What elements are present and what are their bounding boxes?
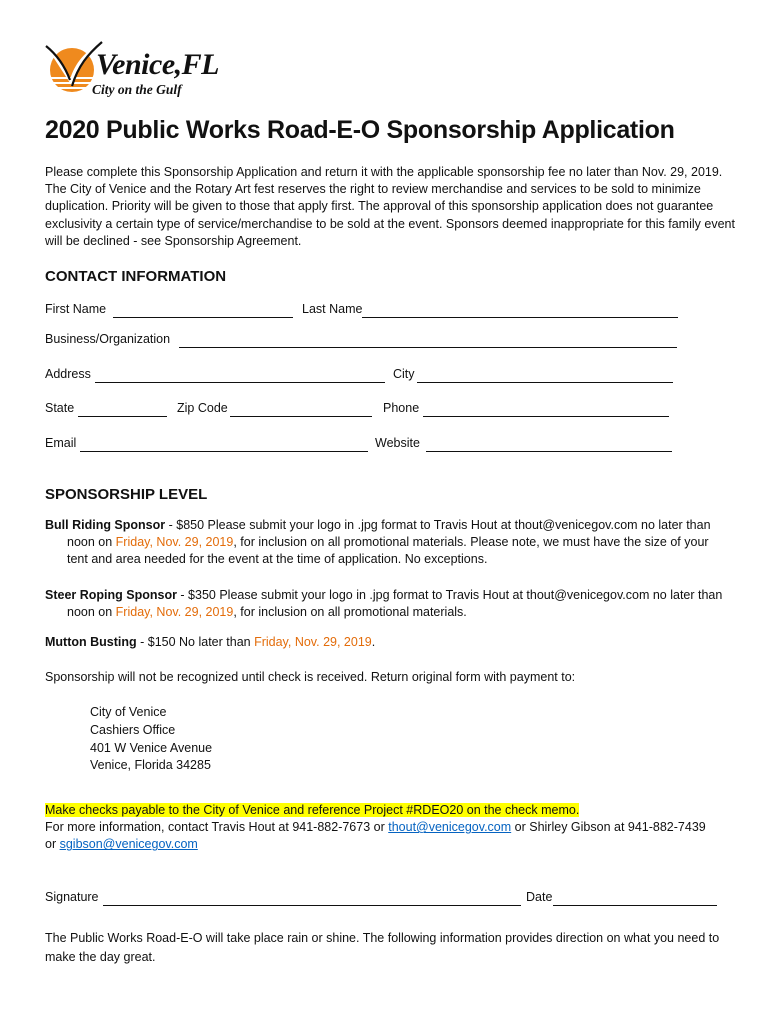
address-label: Address xyxy=(45,367,91,381)
bull-riding-sponsor: Bull Riding Sponsor - $850 Please submit your logo in .jpg format to Travis Hout at thout@venicegov.com no later than noon on Friday, Nov. 29, 2019, for inclusion on all promotional materials. Please note, we must have the size of your tent and area needed for the event at the time of application. No exceptions. xyxy=(45,518,711,567)
zip-label: Zip Code xyxy=(177,401,228,415)
steer-roping-title: Steer Roping Sponsor xyxy=(45,588,177,602)
phone-label: Phone xyxy=(383,401,420,415)
state-label: State xyxy=(45,401,75,415)
business-label: Business/Organization xyxy=(45,332,171,346)
signature-label: Signature xyxy=(45,890,99,904)
page-title: 2020 Public Works Road-E-O Sponsorship Application xyxy=(45,116,675,144)
city-label: City xyxy=(393,367,415,381)
sgibson-email-link[interactable]: sgibson@venicegov.com xyxy=(59,837,198,852)
website-field[interactable] xyxy=(426,450,672,452)
venice-logo xyxy=(42,40,219,102)
date-field[interactable] xyxy=(553,904,717,906)
address-field[interactable] xyxy=(95,381,385,383)
steer-deadline-date: Friday, Nov. 29, 2019 xyxy=(115,605,234,620)
logo-tagline: City on the Gulf xyxy=(92,82,182,97)
date-label: Date xyxy=(526,890,553,904)
business-field[interactable] xyxy=(179,346,677,348)
signature-field[interactable] xyxy=(103,904,521,906)
sponsorship-heading: SPONSORSHIP LEVEL xyxy=(45,486,208,503)
payment-info: Make checks payable to the City of Venice and reference Project #RDEO20 on the check memo. For more information, contact Travis Hout at 941-882-7673 or thout@venicegov.com or Shirley Gibson at 941-882-7439 or sgibson@venicegov.com xyxy=(45,803,706,852)
email-field[interactable] xyxy=(80,450,368,452)
thout-email-link[interactable]: thout@venicegov.com xyxy=(388,820,512,835)
mutton-busting-title: Mutton Busting xyxy=(45,635,137,649)
zip-field[interactable] xyxy=(230,415,372,417)
email-label: Email xyxy=(45,436,77,450)
contact-heading: CONTACT INFORMATION xyxy=(45,268,227,285)
closing-paragraph: The Public Works Road-E-O will take place rain or shine. The following information provides direction on what you need to make the day great. xyxy=(45,931,720,964)
sponsorship-note: Sponsorship will not be recognized until check is received. Return original form with payment to: xyxy=(45,670,576,684)
mutton-deadline-date: Friday, Nov. 29, 2019 xyxy=(254,635,372,649)
intro-paragraph: Please complete this Sponsorship Application and return it with the applicable sponsorship fee no later than Nov. 29, 2019. The City of Venice and the Rotary Art fest reserves the right to review merchandise and services to be sold to minimize duplication. Priority will be given to those that apply first. The approval of this sponsorship application does not guarantee exclusivity a certain type of service/merchandise to be sold at the event. Sponsors deemed inappropriate for this family event will be declined - see Sponsorship Agreement. xyxy=(45,165,735,248)
payment-highlight: Make checks payable to the City of Venice and reference Project #RDEO20 on the check memo. xyxy=(45,803,580,817)
mailing-address: City of Venice Cashiers Office 401 W Venice Avenue Venice, Florida 34285 xyxy=(90,705,213,773)
bull-riding-title: Bull Riding Sponsor xyxy=(45,518,166,532)
bull-deadline-date: Friday, Nov. 29, 2019 xyxy=(115,535,234,550)
website-label: Website xyxy=(375,436,420,450)
logo-name: Venice,FL xyxy=(96,48,219,81)
last-name-field[interactable] xyxy=(362,316,678,318)
phone-field[interactable] xyxy=(423,415,669,417)
state-field[interactable] xyxy=(78,415,167,417)
mutton-busting-sponsor: Mutton Busting - $150 No later than Friday, Nov. 29, 2019. xyxy=(45,635,376,649)
first-name-field[interactable] xyxy=(113,316,293,318)
city-field[interactable] xyxy=(417,381,673,383)
first-name-label: First Name xyxy=(45,302,107,316)
last-name-label: Last Name xyxy=(302,302,363,316)
steer-roping-sponsor: Steer Roping Sponsor - $350 Please submit your logo in .jpg format to Travis Hout at thout@venicegov.com no later than noon on Friday, Nov. 29, 2019, for inclusion on all promotional materials. xyxy=(45,588,723,620)
